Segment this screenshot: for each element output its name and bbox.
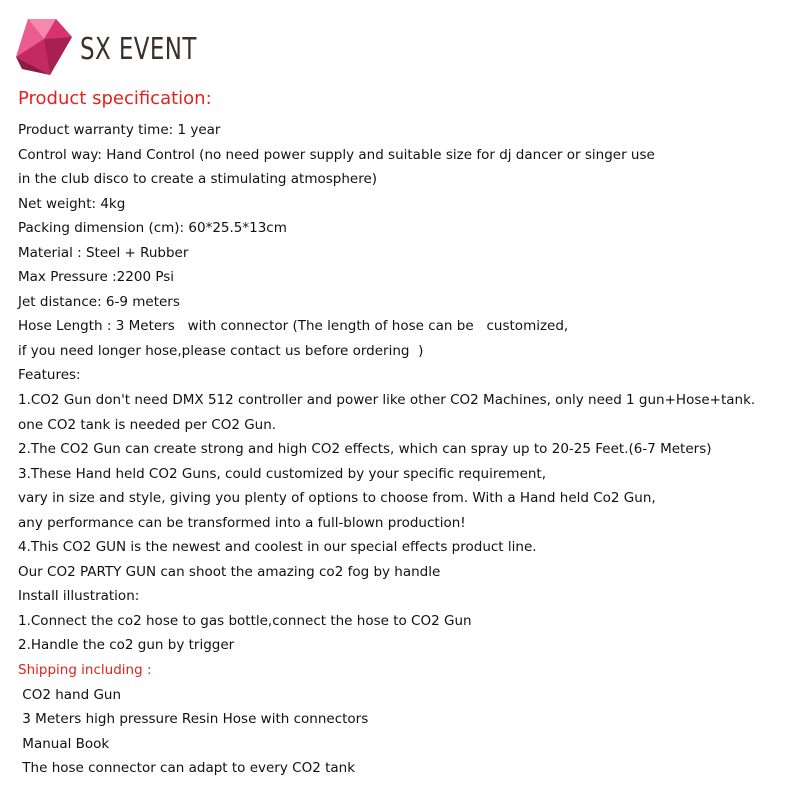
spec-line: The hose connector can adapt to every CO2 tank (18, 760, 356, 777)
shipping-heading: Shipping including : (18, 662, 152, 679)
spec-line: Hose Length : 3 Meters with connector (The length of hose can be customized, (18, 318, 569, 335)
spec-line: if you need longer hose,please contact us before ordering ) (18, 342, 424, 359)
section-title: Product specification: (18, 88, 212, 109)
spec-line: Control way: Hand Control (no need power supply and suitable size for dj dancer or singer use (18, 146, 655, 163)
spec-line: 4.This CO2 GUN is the newest and coolest in our special effects product line. (18, 539, 537, 556)
spec-line: vary in size and style, giving you plenty of options to choose from. With a Hand held Co2 Gun, (18, 490, 656, 507)
spec-line: 2.Handle the co2 gun by trigger (18, 637, 235, 654)
spec-line: Net weight: 4kg (18, 195, 126, 212)
spec-line: 3.These Hand held CO2 Guns, could customized by your specific requirement, (18, 465, 547, 482)
pink-gem-logo-icon (14, 17, 74, 77)
spec-line: any performance can be transformed into a full-blown production! (18, 514, 466, 531)
spec-line: Material : Steel + Rubber (18, 244, 189, 261)
brand-name: SX EVENT (80, 31, 197, 67)
spec-line: Product warranty time: 1 year (18, 122, 221, 138)
spec-line: Jet distance: 6-9 meters (18, 293, 180, 310)
spec-line: CO2 hand Gun (18, 686, 122, 703)
spec-line: one CO2 tank is needed per CO2 Gun. (18, 416, 277, 433)
spec-line: Max Pressure :2200 Psi (18, 269, 175, 286)
spec-line: Packing dimension (cm): 60*25.5*13cm (18, 220, 287, 237)
spec-line: 2.The CO2 Gun can create strong and high CO2 effects, which can spray up to 20-25 Feet.(6-7 Meters) (18, 441, 712, 458)
spec-line: 1.CO2 Gun don't need DMX 512 controller and power like other CO2 Machines, only need 1 gun+Hose+tank. (18, 392, 756, 409)
spec-line: Features: (18, 367, 81, 384)
spec-line: Manual Book (18, 735, 110, 752)
spec-line: Our CO2 PARTY GUN can shoot the amazing co2 fog by handle (18, 563, 441, 580)
spec-line: Install illustration: (18, 588, 140, 605)
brand-header (14, 16, 217, 78)
spec-line: 1.Connect the co2 hose to gas bottle,connect the hose to CO2 Gun (18, 612, 472, 629)
specification-text (18, 118, 755, 781)
spec-line: 3 Meters high pressure Resin Hose with connectors (18, 711, 369, 728)
spec-line: in the club disco to create a stimulating atmosphere) (18, 171, 378, 188)
